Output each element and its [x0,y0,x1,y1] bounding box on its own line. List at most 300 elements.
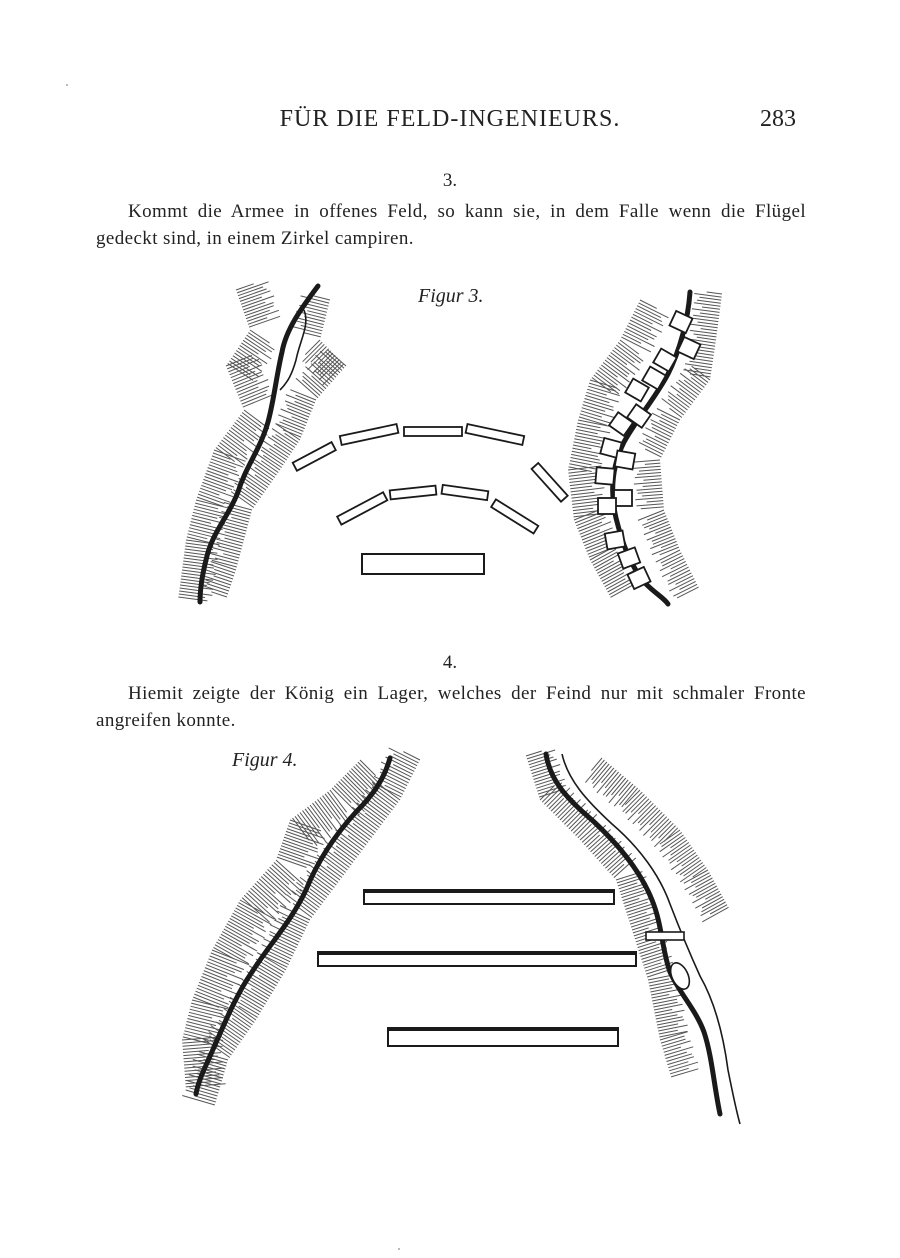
hachure-stroke [201,485,233,496]
hachure-stroke [184,552,204,555]
hachure-stroke [183,1053,221,1056]
hachure-stroke [221,934,242,946]
hachure-stroke [243,340,271,359]
hachure-stroke [693,315,719,318]
hachure-stroke [573,445,591,449]
hachure-stroke [597,770,616,793]
hachure-stroke [237,380,268,393]
hachure-stroke [313,803,333,829]
hachure-stroke [328,350,347,366]
hachure-stroke [351,814,375,832]
hachure-stroke [654,1004,683,1010]
hachure-stroke [616,345,640,363]
hachure-stroke [214,569,234,576]
hachure-stroke [332,839,357,858]
hachure-stroke [284,837,318,849]
hachure-stroke [630,918,650,924]
hachure-stroke [599,564,621,576]
hachure-stroke [655,1010,673,1014]
hachure-stroke [255,884,278,905]
hachure-stroke [195,1096,216,1102]
hachure-stroke [242,413,261,427]
hachure-stroke [258,968,280,981]
hachure-stroke [694,303,720,307]
hachure-stroke [305,340,320,355]
hachure-stroke [303,372,324,391]
figure-4-label: Figur 4. [232,749,298,771]
hachure-stroke [577,426,610,433]
hachure-stroke [655,1010,684,1016]
hachure-stroke [580,522,611,535]
hachure-stroke [702,899,725,912]
hachure-stroke [635,498,663,500]
hachure-stroke [627,326,654,340]
hachure-stroke [292,417,307,423]
hachure-stroke [218,940,247,956]
hachure-stroke [220,443,238,456]
hachure-stroke [581,411,602,417]
hachure-stroke [640,810,661,831]
hachure-stroke [201,977,232,989]
hachure-stroke [195,503,218,509]
hachure-stroke [640,808,658,825]
hachure-stroke [189,528,216,535]
hachure-stroke [697,353,714,356]
hachure-stroke [341,837,361,852]
figure-3-label: Figur 3. [418,285,484,307]
hachure-stroke [334,786,351,803]
hachure-stroke [238,418,256,431]
figure-4-left-ridge-hachures [182,748,420,1105]
hachure-stroke [296,395,315,403]
hachure-stroke [658,1025,687,1031]
section-3-paragraph: Kommt die Armee in offenes Feld, so kann sie, in dem Falle wenn die Flügel gedeckt sind, in einem Zirkel campiren. [96,201,806,249]
hachure-stroke [283,840,318,852]
hachure-stroke [577,517,605,528]
hachure-stroke [336,846,355,860]
hachure-stroke [587,389,607,395]
hachure-stroke [660,830,680,844]
hachure-stroke [228,921,252,935]
hachure-stroke [633,460,661,462]
hachure-stroke [676,382,697,398]
hachure-stroke [637,306,661,318]
hachure-stroke [222,440,248,459]
hachure-stroke [310,805,330,831]
hachure-stroke [225,1021,246,1035]
hachure-stroke [276,435,296,448]
hachure-stroke [218,546,241,552]
hachure-stroke [247,335,272,352]
hachure-stroke [700,297,722,300]
hachure-stroke [243,394,274,407]
figure-4-camp-lines [318,890,636,1046]
figure-4-island [667,960,693,992]
hachure-stroke [231,916,254,929]
hachure-stroke [640,300,657,308]
hachure-stroke [690,361,713,364]
hachure-stroke [246,476,266,490]
hachure-stroke [643,479,661,480]
hachure-stroke [305,809,319,828]
hachure-stroke [272,436,293,450]
hachure-stroke [693,883,716,896]
hachure-stroke [189,1012,212,1018]
hachure-stroke [264,961,284,973]
hachure-stroke [235,353,262,371]
figure-3-left-stream [200,286,318,602]
hachure-stroke [297,318,324,325]
hachure-stroke [657,1020,684,1025]
hachure-stroke [214,450,246,461]
hachure-stroke [227,433,254,453]
hachure-stroke [613,350,640,370]
hachure-stroke [671,853,696,870]
hachure-stroke [210,553,239,561]
hachure-stroke [660,547,679,555]
hachure-stroke [660,421,676,429]
hachure-stroke [353,823,372,837]
hachure-stroke [239,386,269,398]
hachure-stroke [233,372,261,384]
hachure-stroke [237,282,269,293]
hachure-stroke [317,874,335,887]
hachure-stroke [241,1000,261,1012]
hachure-stroke [645,449,661,457]
hachure-stroke [637,504,664,506]
hachure-stroke [666,1052,687,1058]
hachure-stroke [323,796,341,820]
hachure-stroke [707,292,722,294]
hachure-stroke [345,775,365,795]
hachure-stroke [234,375,263,387]
hachure-stroke [649,521,668,529]
hachure-stroke [705,891,719,899]
hachure-stroke [667,1054,693,1062]
hachure-stroke [374,792,394,807]
hachure-stroke [290,820,321,831]
hachure-stroke [194,994,228,1008]
hachure-stroke [639,442,663,454]
hachure-stroke [302,380,320,396]
hachure-stroke [652,995,670,999]
hachure-stroke [247,310,279,321]
hachure-stroke [644,963,661,968]
hachure-stroke [190,525,217,532]
hachure-stroke [286,395,314,406]
hachure-stroke [641,507,664,509]
hachure-stroke [633,803,654,824]
hachure-stroke [655,436,669,443]
hachure-stroke [225,926,256,944]
hachure-stroke [638,942,657,948]
hachure-stroke [249,977,273,991]
hachure-stroke [619,883,638,889]
hachure-stroke [239,490,257,503]
hachure-stroke [690,330,717,334]
hachure-stroke [585,395,609,402]
hachure-stroke [692,309,720,313]
hachure-stroke [195,506,225,514]
hachure-stroke [629,323,657,337]
hachure-stroke [547,791,563,807]
hachure-stroke [231,428,258,448]
hachure-stroke [618,343,643,362]
hachure-stroke [698,322,719,325]
hachure-stroke [583,405,606,412]
hachure-stroke [245,338,266,352]
hachure-stroke [212,547,241,555]
hachure-stroke [587,544,606,552]
hachure-stroke [570,486,592,489]
hachure-stroke [639,469,661,471]
figure-3-inner-camp-arc [337,485,538,534]
hachure-stroke [671,561,686,569]
hachure-stroke [620,340,639,354]
hachure-stroke [248,318,267,325]
hachure-stroke [255,467,273,480]
hachure-stroke [569,476,595,479]
hachure-stroke [700,313,719,316]
hachure-stroke [652,413,677,426]
hachure-stroke [571,454,600,460]
hachure-stroke [295,401,313,408]
hachure-stroke [207,471,239,483]
hachure-stroke [571,492,594,495]
section-4-paragraph: Hiemit zeigte der König ein Lager, welches der Feind nur mit schmaler Fronte angreifen konnte. [96,683,806,731]
hachure-stroke [614,348,634,363]
hachure-stroke [296,378,318,398]
hachure-stroke [637,488,663,490]
hachure-stroke [661,541,677,547]
hachure-stroke [651,989,680,995]
hachure-stroke [219,527,246,534]
hachure-stroke [680,860,701,875]
hachure-stroke [628,912,647,918]
hachure-stroke [230,367,249,375]
hachure-stroke [214,576,232,582]
hachure-stroke [603,363,629,383]
hachure-stroke [668,396,687,410]
hachure-stroke [237,420,263,439]
hachure-stroke [668,1062,688,1068]
hachure-stroke [567,811,583,827]
hachure-stroke [647,501,664,502]
hachure-stroke [612,778,626,795]
hachure-stroke [609,780,628,803]
hachure-stroke [645,463,660,464]
hachure-stroke [572,501,597,504]
hachure-stroke [263,455,282,467]
hachure-stroke [242,296,274,307]
hachure-stroke [209,959,242,972]
hachure-stroke [643,433,668,445]
hachure-stroke [667,1057,694,1065]
hachure-stroke [622,891,644,898]
figure-4-bridge [646,932,684,940]
hachure-stroke [701,902,726,916]
hachure-stroke [611,585,634,598]
hachure-stroke [212,456,244,467]
hachure-stroke [272,865,302,892]
hachure-stroke [200,488,219,495]
hachure-stroke [660,559,684,571]
hachure-stroke [248,333,274,350]
hachure-stroke [244,991,266,1004]
hachure-stroke [279,851,315,864]
hachure-stroke [215,558,238,564]
hachure-stroke [255,453,280,470]
hachure-stroke [680,581,696,589]
hachure-stroke [638,491,663,493]
hachure-stroke [357,815,377,830]
hachure-stroke [635,476,662,478]
hachure-stroke [592,762,607,780]
hachure-stroke [637,473,661,475]
hachure-stroke [662,1039,686,1046]
paper-speck [66,84,68,86]
hachure-stroke [652,995,681,1001]
hachure-stroke [199,491,230,502]
section-number-3: 3. [442,170,458,191]
section-number-4: 4. [442,652,458,673]
hachure-stroke [185,1028,212,1035]
hachure-stroke [257,881,286,907]
hachure-stroke [655,527,671,533]
hachure-stroke [671,843,689,856]
hachure-stroke [244,478,264,492]
hachure-stroke [180,588,199,591]
hachure-stroke [702,307,720,309]
hachure-stroke [208,468,229,476]
hachure-stroke [207,584,229,591]
hachure-stroke [570,479,599,483]
hachure-stroke [219,1035,237,1048]
hachure-stroke [293,327,322,334]
hachure-stroke [668,399,686,412]
hachure-stroke [263,441,288,458]
hachure-stroke [599,368,626,388]
hachure-stroke [628,799,649,820]
hachure-stroke [581,530,600,538]
hachure-stroke [217,542,242,549]
figure-4-narrow-front-camp [0,740,900,1140]
hachure-stroke [633,466,661,468]
hachure-stroke [259,879,275,894]
hachure-stroke [694,334,717,337]
hachure-stroke [576,433,608,439]
hachure-stroke [568,471,587,473]
paper-speck [398,1248,400,1250]
hachure-stroke [226,522,247,528]
hachure-stroke [571,458,603,464]
hachure-stroke [671,1069,698,1077]
hachure-stroke [318,799,332,818]
hachure-stroke [573,508,593,510]
hachure-stroke [403,752,420,760]
figure-3-reserve-line [362,554,484,574]
hachure-stroke [701,329,718,331]
hachure-stroke [203,974,234,986]
hachure-stroke [643,485,662,487]
hachure-stroke [250,330,270,343]
hachure-stroke [183,1050,209,1052]
hachure-stroke [248,979,272,993]
hachure-stroke [183,1044,211,1046]
hachure-stroke [249,316,280,327]
hachure-stroke [575,436,604,442]
hachure-stroke [697,300,721,303]
hachure-stroke [694,294,721,298]
hachure-stroke [614,784,633,806]
hachure-stroke [631,797,647,813]
figure-3-right-ridge-hachures [568,292,722,598]
hachure-stroke [334,852,352,865]
hachure-stroke [690,369,708,383]
hachure-stroke [650,984,676,989]
hachure-stroke [661,1036,685,1043]
hachure-stroke [236,284,254,290]
hachure-stroke [634,311,663,325]
hachure-stroke [636,309,662,322]
hachure-stroke [319,868,338,882]
hachure-stroke [654,826,675,847]
hachure-stroke [263,874,286,895]
figure-3-camp-in-circle [0,270,900,620]
hachure-stroke [662,564,687,576]
hachure-stroke [335,837,359,855]
hachure-stroke [679,380,699,395]
hachure-stroke [690,324,718,328]
hachure-stroke [241,297,262,304]
hachure-stroke [278,854,310,865]
running-header-title: FÜR DIE FELD-INGENIEURS. [279,106,621,132]
hachure-stroke [663,840,687,857]
hachure-stroke [634,482,662,484]
hachure-stroke [617,877,637,883]
hachure-stroke [647,513,665,520]
hachure-stroke [221,524,247,531]
hachure-stroke [651,817,667,833]
hachure-stroke [216,942,245,958]
hachure-stroke [642,494,663,496]
hachure-stroke [609,355,635,375]
hachure-stroke [240,345,267,363]
hachure-stroke [187,1019,216,1026]
hachure-stroke [591,837,608,852]
hachure-stroke [689,881,714,895]
hachure-stroke [194,509,223,516]
hachure-stroke [390,756,416,769]
hachure-stroke [193,512,217,518]
hachure-stroke [642,956,663,963]
hachure-stroke [339,781,360,802]
hachure-stroke [625,902,647,909]
hachure-stroke [297,321,323,328]
hachure-stroke [585,760,604,783]
hachure-stroke [645,428,670,440]
hachure-stroke [694,318,719,321]
hachure-stroke [656,1017,682,1022]
hachure-stroke [638,806,656,823]
hachure-stroke [608,855,626,871]
hachure-stroke [669,579,694,592]
hachure-stroke [360,760,376,776]
hachure-stroke [640,947,660,953]
page-number: 283 [760,106,796,132]
hachure-stroke [643,814,664,835]
hachure-stroke [697,337,716,340]
